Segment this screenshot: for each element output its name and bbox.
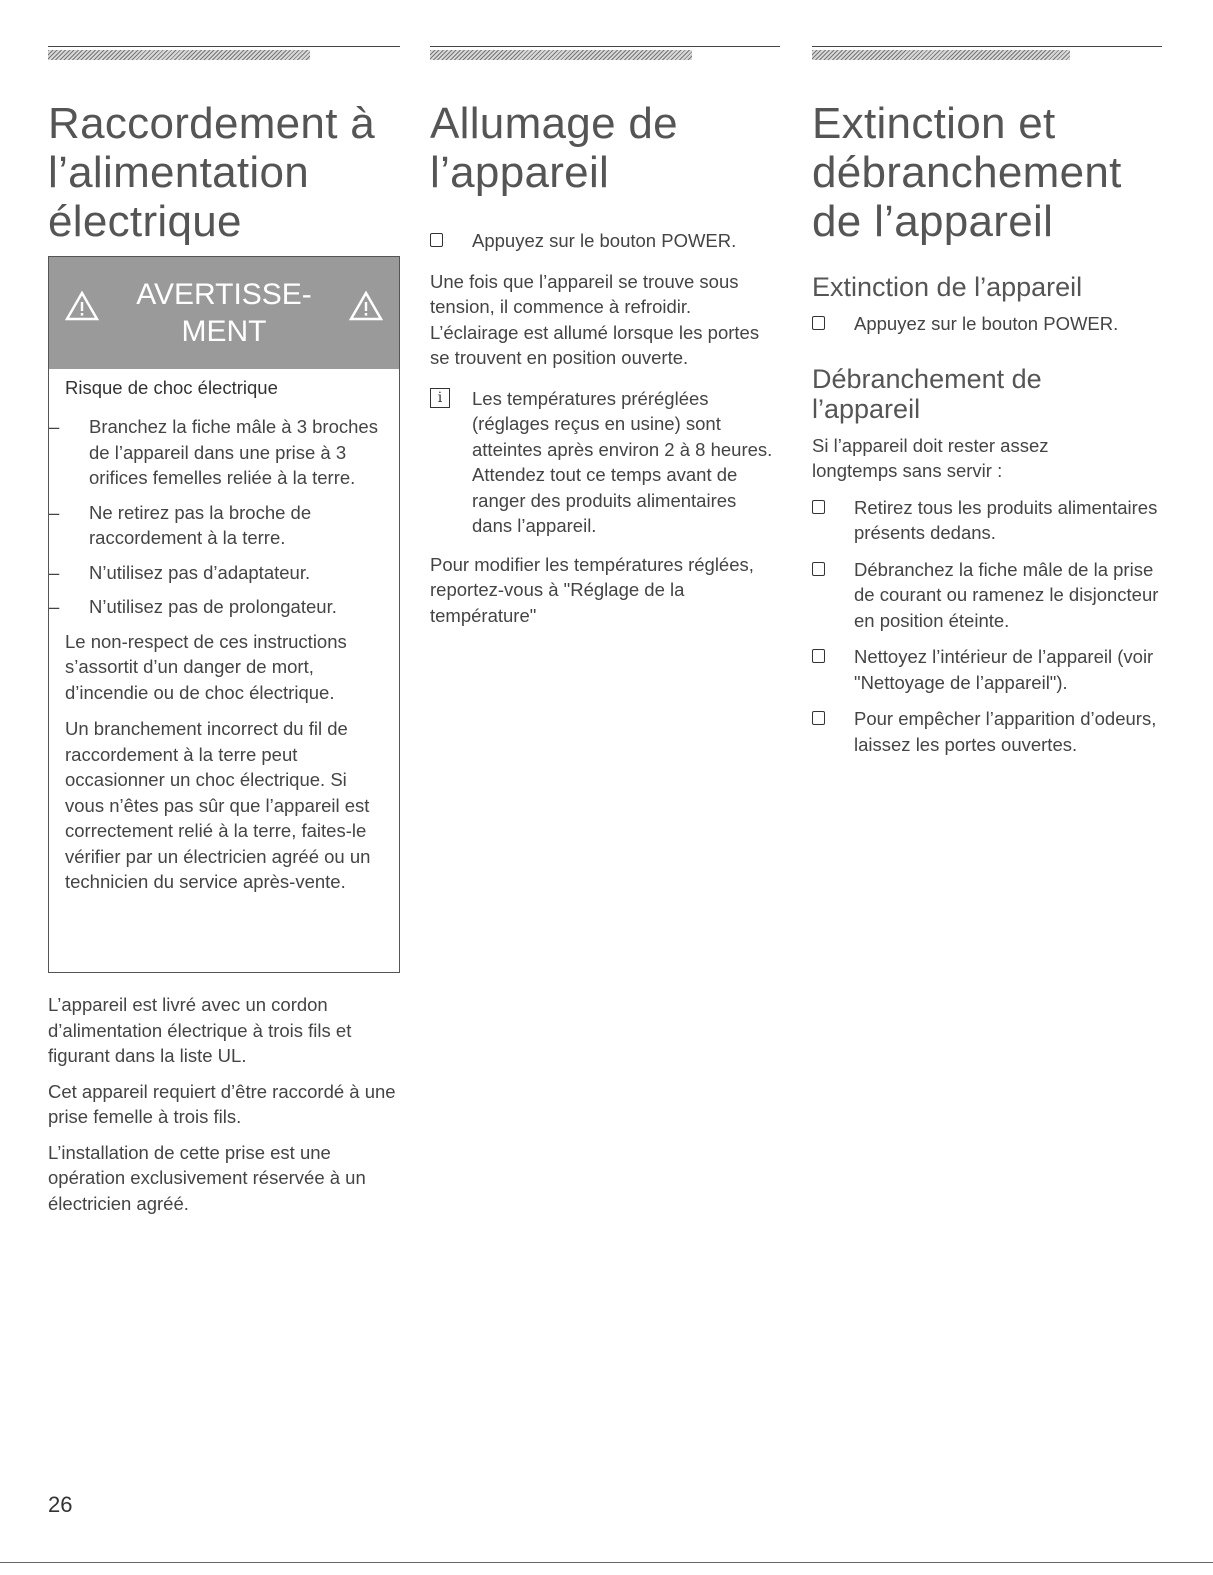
list-item: Débranchez la fiche mâle de la prise de courant ou ramenez le disjoncteur en position éteinte.: [812, 557, 1162, 634]
body-paragraph: L’appareil est livré avec un cordon d’alimentation électrique à trois fils et figurant dans la liste UL.: [48, 994, 352, 1066]
warning-triangle-icon: [349, 291, 383, 321]
column-power-connection: [48, 46, 400, 1214]
warning-heading: AVERTISSE- MENT: [136, 278, 312, 348]
warning-paragraph: Un branchement incorrect du fil de raccordement à la terre peut occasionner un choc électrique. Si vous n’êtes pas sûr que l’appareil est correctement relié à la terre, faites-le vérifier par un électricien agréé ou un technicien du service après-vente.: [65, 718, 371, 892]
section-rule: [430, 46, 780, 61]
checkbox-bullet-icon: [812, 500, 825, 514]
warning-paragraph: Le non-respect de ces instructions s’assortit d’un danger de mort, d’incendie ou de choc électrique.: [65, 630, 347, 703]
body-paragraph: Pour modifier les températures réglées, reportez-vous à "Réglage de la température": [430, 553, 754, 626]
warning-item: – Ne retirez pas la broche de raccordement à la terre.: [49, 501, 312, 548]
section-rule: [812, 46, 1162, 61]
section-title: Extinction et débranchement de l’appareil: [812, 99, 1122, 246]
warning-item: – N’utilisez pas d’adaptateur.: [49, 561, 311, 583]
warning-box: [48, 256, 400, 973]
checkbox-bullet-icon: [430, 233, 443, 247]
body-paragraph: Cet appareil requiert d’être raccordé à une prise femelle à trois fils.: [48, 1080, 396, 1127]
checkbox-bullet-icon: [812, 711, 825, 725]
body-paragraph: Si l’appareil doit rester assez longtemps sans servir :: [812, 434, 1049, 481]
page-number: 26: [48, 1492, 73, 1517]
checkbox-bullet-icon: [812, 316, 825, 330]
list-item: Appuyez sur le bouton POWER.: [430, 228, 780, 254]
column-switch-on: [430, 46, 780, 628]
list-item: Retirez tous les produits alimentaires présents dedans.: [812, 495, 1162, 546]
column-switch-off: [812, 46, 1162, 757]
warning-body: [49, 369, 399, 895]
warning-subheading: Risque de choc électrique: [65, 377, 278, 398]
bottom-rule: [0, 1562, 1213, 1563]
warning-triangle-icon: [65, 291, 99, 321]
warning-item: – Branchez la fiche mâle à 3 broches de l’appareil dans une prise à 3 orifices femelles reliée à la terre.: [49, 416, 378, 488]
body-paragraph: Une fois que l’appareil se trouve sous tension, il commence à refroidir. L’éclairage est allumé lorsque les portes se trouvent en position ouverte.: [430, 270, 760, 368]
section-title: Allumage de l’appareil: [430, 99, 678, 197]
checkbox-bullet-icon: [812, 649, 825, 663]
list-item: Appuyez sur le bouton POWER.: [812, 311, 1162, 337]
body-paragraph: L’installation de cette prise est une opération exclusivement réservée à un électricien agréé.: [48, 1141, 366, 1214]
section-title: Raccordement à l’alimentation électrique: [48, 99, 376, 246]
warning-item: – N’utilisez pas de prolongateur.: [49, 596, 337, 617]
subsection-title: Débranchement de l’appareil: [812, 363, 1042, 424]
section-rule: [48, 46, 400, 61]
checkbox-bullet-icon: [812, 562, 825, 576]
list-item: Nettoyez l’intérieur de l’appareil (voir "Nettoyage de l’appareil").: [812, 644, 1162, 695]
list-item: Pour empêcher l’apparition d’odeurs, laissez les portes ouvertes.: [812, 706, 1162, 757]
subsection-title: Extinction de l’appareil: [812, 272, 1083, 302]
info-icon: i: [430, 388, 450, 408]
info-note: i Les températures préréglées (réglages reçus en usine) sont atteintes après environ 2 à 8 heures. Attendez tout ce temps avant de ranger des produits alimentaires dans l’appareil.: [430, 386, 780, 539]
warning-header: [49, 257, 399, 369]
